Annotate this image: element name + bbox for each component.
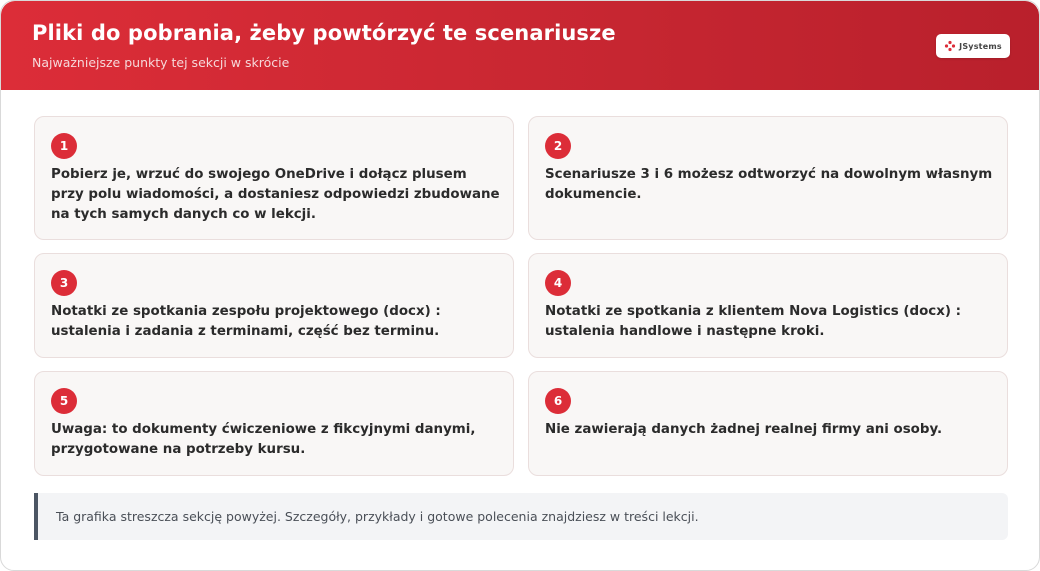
info-card — [528, 371, 1008, 476]
page-subtitle: Najważniejsze punkty tej sekcji w skrócie — [32, 55, 290, 70]
page-title: Pliki do pobrania, żeby powtórzyć te scenariusze — [32, 21, 616, 45]
card-number-badge: 4 — [545, 270, 571, 296]
card-text: Uwaga: to dokumenty ćwiczeniowe z fikcyjnymi danymi, przygotowane na potrzeby kursu. — [51, 422, 476, 457]
info-card — [528, 253, 1008, 358]
company-logo — [936, 34, 1010, 58]
card-text: Nie zawierają danych żadnej realnej firmy ani osoby. — [545, 422, 943, 437]
info-card — [34, 253, 514, 358]
logo-icon — [944, 40, 956, 52]
card-text: Scenariusze 3 i 6 możesz odtworzyć na dowolnym własnym dokumencie. — [545, 167, 993, 202]
card-number-badge: 5 — [51, 388, 77, 414]
card-number-badge: 2 — [545, 133, 571, 159]
card-text: Pobierz je, wrzuć do swojego OneDrive i dołącz plusem przy polu wiadomości, a dostaniesz odpowiedzi zbudowane na tych samych danych co w lekcji. — [51, 167, 500, 222]
logo-text: JSystems — [959, 41, 1002, 51]
card-number-badge: 6 — [545, 388, 571, 414]
info-card — [34, 371, 514, 476]
card-text: Notatki ze spotkania z klientem Nova Logistics (docx) : ustalenia handlowe i następne kroki. — [545, 304, 961, 339]
card-number-badge: 1 — [51, 133, 77, 159]
card-number-badge: 3 — [51, 270, 77, 296]
info-card — [528, 116, 1008, 240]
summary-note — [34, 493, 1008, 540]
header-banner — [1, 1, 1039, 90]
info-card — [34, 116, 514, 240]
card-text: Notatki ze spotkania zespołu projektowego (docx) : ustalenia i zadania z terminami, część bez terminu. — [51, 304, 441, 339]
summary-note-text: Ta grafika streszcza sekcję powyżej. Szczegóły, przykłady i gotowe polecenia znajdziesz w treści lekcji. — [56, 509, 699, 524]
